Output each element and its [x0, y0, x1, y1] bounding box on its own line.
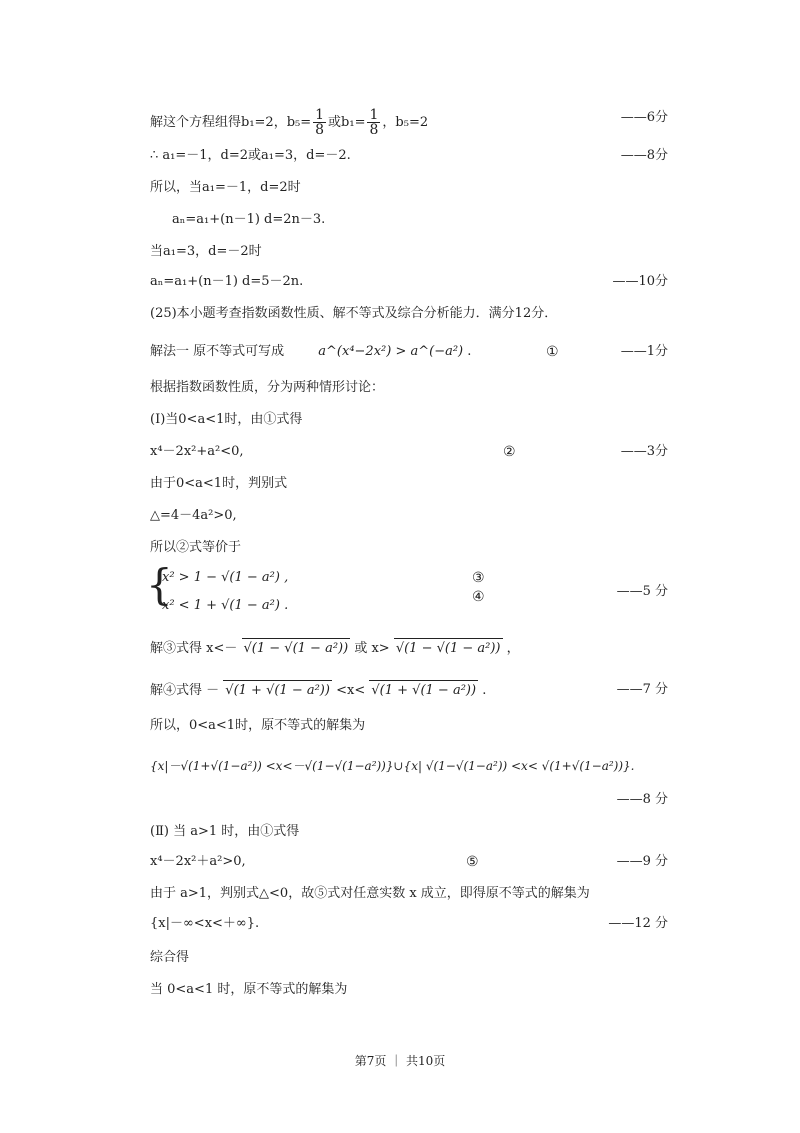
- text-segment: 解③式得 x<－: [150, 641, 238, 656]
- text-segment: 或b₁=: [328, 115, 366, 130]
- fraction: [367, 108, 380, 137]
- system-brace: {: [146, 560, 173, 609]
- text-line: 综合得: [150, 950, 190, 965]
- radical-expression: √(1 + √(1 − a²)): [223, 680, 332, 701]
- text-line: 所以，0<a<1时，原不等式的解集为: [150, 718, 366, 733]
- case-heading: (Ⅰ)当0<a<1时，由①式得: [150, 412, 303, 427]
- text-line: 根据指数函数性质，分为两种情形讨论：: [150, 380, 385, 395]
- problem-intro: (25)本小题考查指数函数性质、解不等式及综合分析能力．满分12分．: [150, 306, 558, 321]
- formula-line: aₙ=a₁+(n－1) d=5－2n.: [150, 274, 304, 289]
- text-segment: ，: [506, 641, 520, 656]
- case-heading: (Ⅱ) 当 a>1 时，由①式得: [150, 824, 300, 839]
- inequality-expression: a^(x⁴−2x²) > a^(−a²): [318, 344, 464, 359]
- formula-line: x⁴－2x²＋a²>0,: [150, 854, 246, 869]
- text-segment: .: [482, 683, 487, 698]
- text-segment: 解这个方程组得b₁=2，b₅=: [150, 115, 312, 130]
- fraction-denominator: 8: [369, 122, 379, 138]
- text-segment: 解法一 原不等式可写成: [150, 344, 285, 359]
- text-line: 由于 a>1，判别式△<0，故⑤式对任意实数 x 成立，即得原不等式的解集为: [150, 886, 590, 901]
- equation-number: ③: [472, 570, 485, 586]
- equation-number: ②: [503, 444, 516, 460]
- score-mark: ——7 分: [616, 682, 668, 697]
- page-footer: 第7页 ｜ 共10页: [354, 1054, 446, 1068]
- text-line: 当 0<a<1 时，原不等式的解集为: [150, 982, 348, 997]
- formula-line: aₙ=a₁+(n－1) d=2n－3.: [172, 212, 326, 227]
- score-mark: ——10分: [612, 274, 668, 289]
- solution-set-line: {x|－∞<x<＋∞}.: [150, 916, 260, 931]
- score-mark: ——3分: [620, 444, 668, 459]
- equation-number: ④: [472, 589, 485, 605]
- case-line: 当a₁=3，d=－2时: [150, 244, 262, 259]
- solve-four-line: [150, 680, 486, 701]
- radical-expression: √(1 − √(1 − a²)): [242, 638, 351, 659]
- system-inequality-1: x² > 1 − √(1 − a²) ,: [162, 570, 289, 585]
- text-line: 由于0<a<1时，判别式: [150, 476, 288, 491]
- fraction-numerator: 1: [369, 107, 379, 123]
- score-mark: ——5 分: [616, 584, 668, 599]
- score-mark: ——12 分: [608, 916, 668, 931]
- solution-set-line: {x|－√(1+√(1−a²)) <x<－√(1−√(1−a²))}∪{x| √(1−√(1−a²)) <x< √(1+√(1−a²))}.: [150, 759, 635, 773]
- score-mark: ——8 分: [616, 792, 668, 807]
- text-segment: 解④式得 －: [150, 683, 220, 698]
- fraction: [313, 108, 326, 137]
- text-segment: ，b₅=2: [382, 115, 429, 130]
- score-mark: ——9 分: [616, 854, 668, 869]
- score-mark: ——6分: [620, 110, 668, 125]
- radical-expression: √(1 + √(1 − a²)): [369, 680, 478, 701]
- formula-line: △=4－4a²>0,: [150, 508, 237, 523]
- text-line: 所以②式等价于: [150, 540, 242, 555]
- score-mark: ——1分: [620, 344, 668, 359]
- method-one-line: [150, 342, 471, 362]
- radical-expression: √(1 − √(1 − a²)): [394, 638, 503, 659]
- solve-three-line: [150, 638, 520, 659]
- equation-number: ①: [546, 344, 559, 360]
- case-line: 所以，当a₁=－1，d=2时: [150, 180, 301, 195]
- text-segment: 或 x>: [354, 641, 390, 656]
- fraction-denominator: 8: [315, 122, 325, 138]
- therefore-line: ∴ a₁=－1，d=2或a₁=3，d=－2.: [150, 148, 351, 163]
- score-mark: ——8分: [620, 148, 668, 163]
- text-segment: .: [467, 344, 472, 359]
- text-segment: <x<: [336, 683, 366, 698]
- solve-system-line: [150, 108, 428, 137]
- equation-number: ⑤: [466, 854, 479, 870]
- formula-line: x⁴－2x²+a²<0,: [150, 444, 244, 459]
- system-inequality-2: x² < 1 + √(1 − a²) .: [162, 598, 289, 613]
- fraction-numerator: 1: [315, 107, 325, 123]
